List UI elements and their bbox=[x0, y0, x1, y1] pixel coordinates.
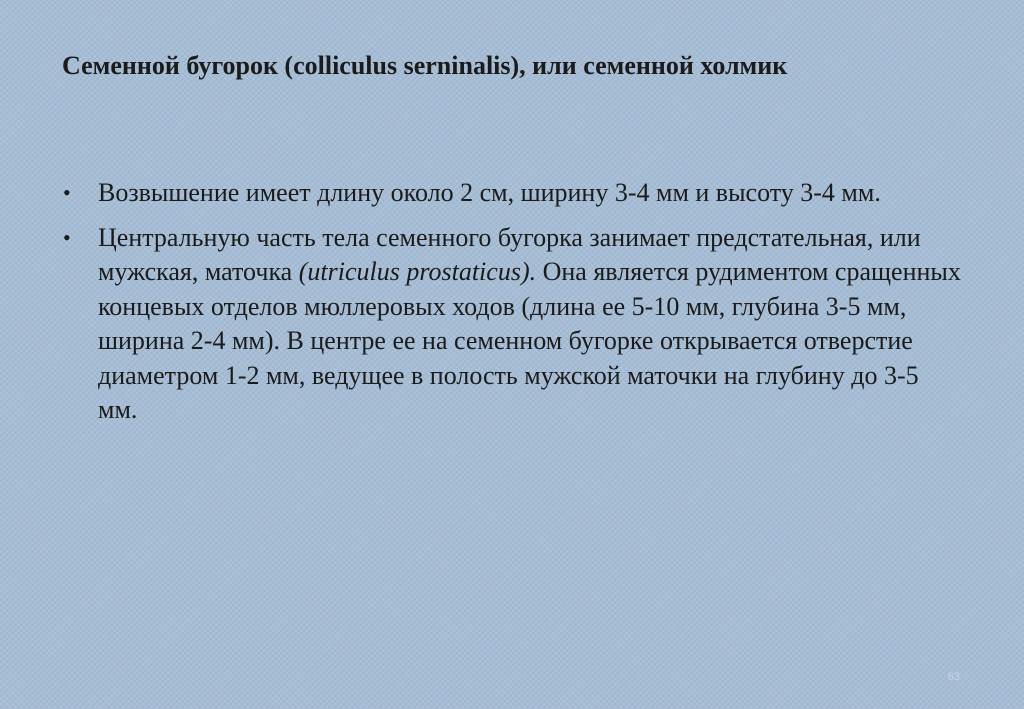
page-number: 63 bbox=[947, 671, 960, 683]
bullet-text-part-2: Она является рудиментом сращенных концевых отделов мюллеровых ходов (длина ее 5-10 мм, глубина 3-5 мм, ширина 2-4 мм). В центре ее на семенном бугорке открывается отверстие диаметром 1-2 мм, ведущее в полость мужской маточки на глубину до 3-5 мм. bbox=[98, 257, 961, 424]
slide-title: Семенной бугорок (colliculus serninalis), или семенной холмик bbox=[62, 51, 788, 80]
bullet-text: Возвышение имеет длину около 2 см, ширину 3-4 мм и высоту 3-4 мм. bbox=[98, 178, 881, 207]
bullet-list bbox=[62, 176, 962, 438]
bullet-marker-icon: • bbox=[63, 224, 71, 250]
bullet-item-utriculus bbox=[62, 221, 962, 428]
bullet-item-dimensions bbox=[62, 176, 962, 211]
bullet-text-latin-term: (utriculus prostaticus). bbox=[298, 257, 537, 286]
bullet-marker-icon: • bbox=[63, 180, 71, 205]
bullet-text-part-1: Центральную часть тела семенного бугорка занимает предстательная, или мужская, маточка bbox=[98, 222, 921, 286]
